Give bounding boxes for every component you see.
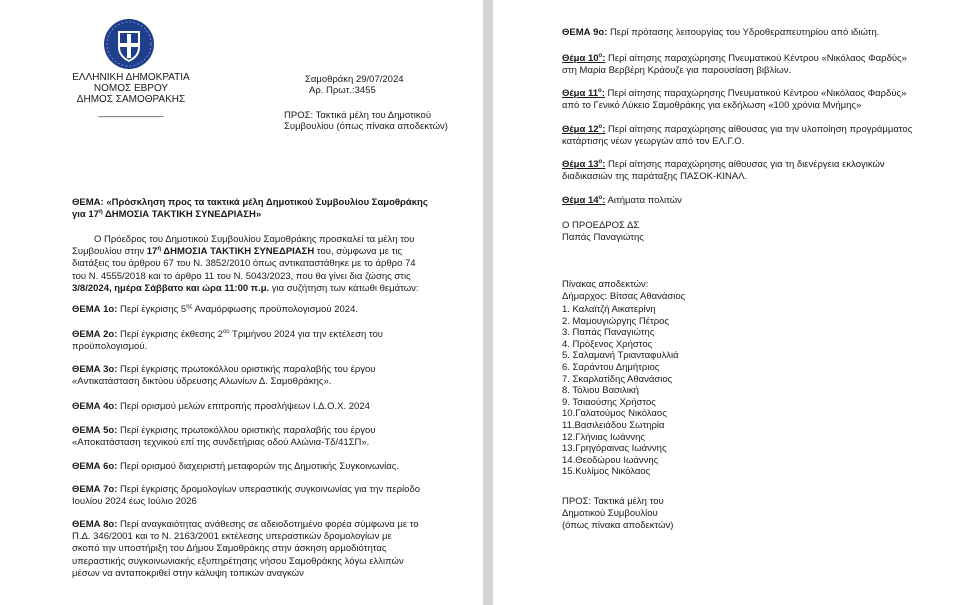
list-item: 1. Καλαϊτζή Αικατερίνη xyxy=(562,304,656,315)
invitation-body xyxy=(72,234,419,295)
subject-line-2: για $17^\eta$ ΔΗΜΟΣΙΑ ΤΑΚΤΙΚΗ ΣΥΝΕΔΡΙΑΣΗ» xyxy=(72,208,262,220)
signature-name: Παπάς Παναγιώτης xyxy=(562,232,644,243)
list-item: 9. Τσιαούσης Χρήστος xyxy=(562,396,656,408)
topic-9: ΘΕΜΑ 9ο: Περί πρότασης λειτουργίας του Υδροθεραπευτηρίου από ιδιώτη. xyxy=(562,27,880,38)
recipients-to-line-3: (όπως πίνακα αποδεκτών) xyxy=(562,520,674,532)
document-page-right xyxy=(493,0,960,605)
list-item: 5. Σαλαμανή Τριανταφυλλιά xyxy=(562,350,679,362)
recipient-to-line-1: ΠΡΟΣ: Τακτικά μέλη του Δημοτικού xyxy=(284,110,432,121)
list-item: 12.Γλήνιας Ιωάννης xyxy=(562,431,645,443)
topic-14: Θέμα $14^o$: Αιτήματα πολιτών xyxy=(562,194,682,206)
body-line-5: 3/8/2024, ημέρα Σάββατο και ώρα 11:00 π.μ. για συζήτηση των κάτωθι θεμάτων: xyxy=(72,282,419,294)
body-line-4: του Ν. 4555/2018 και το άρθρο 11 του Ν. 5043/2023, που θα γίνει δια ζώσης στις xyxy=(72,270,411,282)
topic-11: Θέμα $11^o$: Περί αίτησης παραχώρησης Πνευματικού Κέντρου «Νικόλαος Φαρδύς» από το Γενικό Λύκειο Σαμοθράκης για εκδήλωση «100 χρόνια Μνήμης» xyxy=(562,87,907,112)
recipients-list xyxy=(562,304,679,478)
greek-coat-of-arms-icon xyxy=(103,17,155,69)
body-line-1: Ο Πρόεδρος του Δημοτικού Συμβουλίου Σαμοθράκης προσκαλεί τα μέλη του xyxy=(94,234,415,245)
list-item: 3. Παπάς Παναγιώτης xyxy=(562,327,655,339)
recipients-to-block xyxy=(562,496,673,533)
protocol-number: Αρ. Πρωτ.:3455 xyxy=(309,85,376,96)
place-date: Σαμοθράκη 29/07/2024 xyxy=(305,74,404,85)
list-item: 6. Σαράντου Δημήτριος xyxy=(562,361,660,373)
header-municipality: ΔΗΜΟΣ ΣΑΜΟΘΡΑΚΗΣ xyxy=(76,94,186,105)
header-prefecture: ΝΟΜΟΣ ΕΒΡΟΥ xyxy=(93,83,169,94)
list-item: 4. Πρόξενος Χρήστος xyxy=(562,338,653,350)
topic-6: ΘΕΜΑ 6ο: Περί ορισμού διαχειριστή μεταφορών της Δημοτικής Συγκοινωνίας. xyxy=(72,461,399,472)
topic-8: ΘΕΜΑ 8ο: Περί αναγκαιότητας ανάθεσης σε αδειοδοτημένο φορέα σύμφωνα με το Π.Δ. 346/2001 και το Ν. 2163/2001 εκτέλεσης υπεραστικών δρομολογίων με σκοπό την υποστήριξη του Δήμου Σαμοθράκης στην άσκηση αρμοδιότητας υπεραστικής συγκοινωνιακής εξυπηρέτησης νήσου Σαμοθράκης λόγω ελλιπών μέσων να ανταποκριθεί στην κάλυψη τοπικών αναγκών xyxy=(72,519,419,579)
topic-4: ΘΕΜΑ 4ο: Περί ορισμού μελών επιτροπής προσλήψεων Ι.Δ.Ο.Χ. 2024 xyxy=(72,401,370,412)
subject-label: ΘΕΜΑ: xyxy=(72,197,104,208)
list-item: 7. Σκαρλατίδης Αθανάσιος xyxy=(562,373,673,385)
topic-12: Θέμα $12^o$: Περί αίτησης παραχώρησης αίθουσας για την υλοποίηση προγράμματος κατάρτισης νέων γεωργών από τον ΕΛ.Γ.Ο. xyxy=(562,123,913,148)
list-item: 2. Μαμουγιώργης Πέτρος xyxy=(562,315,669,327)
subject-line-1 xyxy=(72,197,428,209)
recipients-to-line-2: Δημοτικού Συμβουλίου xyxy=(562,508,658,520)
list-item: 10.Γαλατούμος Νικόλαος xyxy=(562,408,667,420)
page-gutter xyxy=(483,0,493,605)
topic-1: ΘΕΜΑ 1ο: Περί έγκρισης $5^{\eta\varsigma}$ Αναμόρφωσης προϋπολογισμού 2024. xyxy=(72,303,358,315)
list-item: 8. Τόλιου Βασιλική xyxy=(562,385,639,397)
body-line-3: διατάξεις του άρθρου 67 του Ν. 3852/2010 όπως αντικαταστάθηκε με το άρθρο 74 xyxy=(72,258,416,270)
topic-7: ΘΕΜΑ 7ο: Περί έγκρισης δρομολογίων υπεραστικής συγκοινωνίας για την περίοδο Ιουλίου 2024 έως Ιούλιο 2026 xyxy=(72,484,421,508)
list-item: 13.Γρηγόραινας Ιωάννης xyxy=(562,443,667,455)
body-line-2: Συμβουλίου στην $17^\eta$ ΔΗΜΟΣΙΑ ΤΑΚΤΙΚΗ ΣΥΝΕΔΡΙΑΣΗ του, σύμφωνα με τις xyxy=(72,246,403,258)
recipients-to-line-1: ΠΡΟΣ: Τακτικά μέλη του xyxy=(562,496,664,507)
topic-2: ΘΕΜΑ 2ο: Περί έγκρισης έκθεσης $2^{o\upsilon}$ Τριμήνου 2024 για την εκτέλεση του προϋπολογισμού. xyxy=(72,328,384,353)
topic-10: Θέμα $10^o$: Περί αίτησης παραχώρησης Πνευματικού Κέντρου «Νικόλαος Φαρδύς» στη Μαρία Βερβέρη Κράουζε για παρουσίαση βιβλίων. xyxy=(562,52,907,77)
topic-13: Θέμα $13^o$: Περί αίτησης παραχώρησης αίθουσας για τη διενέργεια εκλογικών διαδικασιών της παράταξης ΠΑΣΟΚ-ΚΙΝΑΛ. xyxy=(562,158,885,183)
recipients-mayor: Δήμαρχος: Βίτσας Αθανάσιος xyxy=(562,291,686,302)
header-state: ΕΛΛΗΝΙΚΗ ΔΗΜΟΚΡΑΤΙΑ xyxy=(72,72,190,83)
recipient-to-line-2: Συμβουλίου (όπως πίνακα αποδεκτών) xyxy=(284,121,448,132)
list-item: 15.Κυλίμος Νικόλαος xyxy=(562,466,651,478)
signature-title: Ο ΠΡΟΕΔΡΟΣ ΔΣ xyxy=(562,220,640,231)
subject-text-1: «Πρόσκληση προς τα τακτικά μέλη Δημοτικού Συμβουλίου Σαμοθράκης xyxy=(106,197,428,208)
recipients-heading: Πίνακας αποδεκτών: xyxy=(562,279,649,290)
list-item: 11.Βασιλειάδου Σωτηρία xyxy=(562,419,665,431)
topic-5: ΘΕΜΑ 5ο: Περί έγκρισης πρωτοκόλλου οριστικής παραλαβής του έργου «Αποκατάσταση τεχνικού επί της συνδετήριας οδού Αλώνια-Τδ/41ΣΠ». xyxy=(72,425,376,449)
header-rule: _____________ xyxy=(98,107,164,117)
topic-3: ΘΕΜΑ 3ο: Περί έγκρισης πρωτοκόλλου οριστικής παραλαβής του έργου «Αντικατάσταση δικτύου ύδρευσης Αλωνίων Δ. Σαμοθράκης». xyxy=(72,364,376,388)
list-item: 14.Θεοδώρου Ιωάννης xyxy=(562,454,659,466)
